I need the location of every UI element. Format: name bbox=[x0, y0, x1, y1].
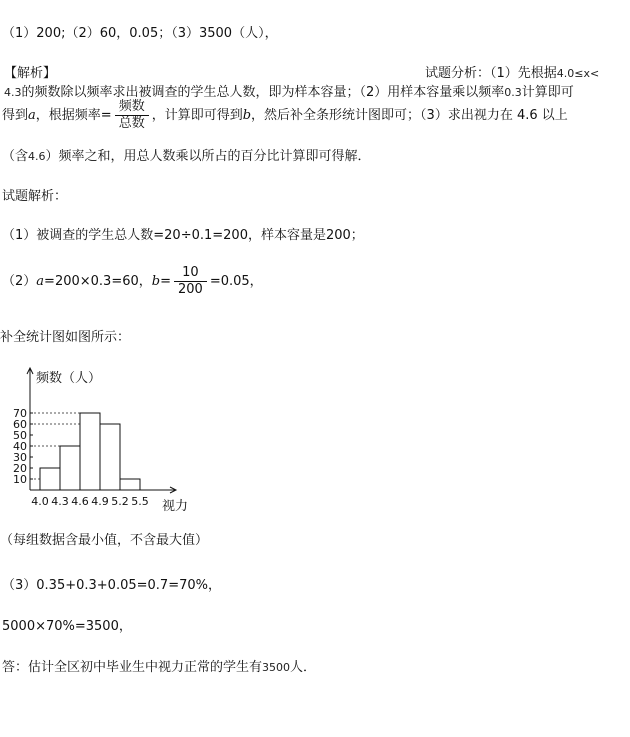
x-tick-label-4.3: 4.3 bbox=[51, 495, 69, 508]
analysis-line1-text: 试题分析：（1）先根据 bbox=[425, 66, 557, 81]
analysis-line4 bbox=[2, 145, 371, 164]
solution-part2-calc-a: =200×0.3=60， bbox=[44, 274, 152, 289]
x-tick-label-4.6: 4.6 bbox=[71, 495, 89, 508]
fraction-frequency bbox=[115, 100, 149, 131]
solution-part3-calc: 5000×70%=3500， bbox=[2, 619, 132, 634]
figure-caption: 补全统计图如图所示： bbox=[0, 330, 131, 345]
solution-part2-equals: = bbox=[160, 274, 171, 289]
fraction-denominator: 200 bbox=[178, 282, 203, 297]
analysis-frequency-value: 0.3 bbox=[504, 86, 522, 99]
fraction-numerator: 频数 bbox=[115, 100, 149, 116]
final-answer bbox=[2, 656, 316, 675]
y-tick-label-70: 70 bbox=[13, 407, 27, 420]
analysis-line3-mid: ，计算即可得到 bbox=[151, 108, 243, 123]
analysis-line3 bbox=[2, 100, 568, 131]
analysis-frequency-formula: ，根据频率= bbox=[35, 108, 112, 123]
y-axis-label: 频数（人） bbox=[36, 371, 102, 386]
fraction-numerator: 10 bbox=[174, 266, 207, 282]
x-tick-label-5.5: 5.5 bbox=[131, 495, 149, 508]
fraction-b-value bbox=[174, 266, 207, 297]
variable-b: b bbox=[151, 274, 161, 289]
solution-part2-label: （2） bbox=[2, 274, 37, 289]
analysis-heading: 【解析】 bbox=[4, 66, 57, 81]
chart-layer bbox=[13, 368, 188, 514]
analysis-line2-text: 的频数除以频率求出被调查的学生总人数，即为样本容量；（2）用样本容量乘以频率 bbox=[21, 85, 505, 100]
y-tick-label-20: 20 bbox=[13, 462, 27, 475]
y-tick-label-30: 30 bbox=[13, 451, 27, 464]
analysis-range-start: 4.0≤x< bbox=[556, 67, 600, 80]
variable-b: b bbox=[242, 108, 252, 123]
bar-5.2-5.5 bbox=[120, 479, 140, 490]
x-tick-label-4.0: 4.0 bbox=[31, 495, 49, 508]
analysis-threshold-value: 4.6 bbox=[28, 150, 46, 163]
answer-summary: （1）200;（2）60，0.05；（3）3500（人）， bbox=[2, 26, 278, 41]
analysis-line2-tail: 计算即可 bbox=[521, 85, 574, 100]
analysis-line4-open: （含 bbox=[2, 149, 29, 164]
analysis-line1-right bbox=[425, 62, 599, 81]
analysis-line3-tail: ，然后补全条形统计图即可；（3）求出视力在 4.6 以上 bbox=[251, 108, 568, 123]
final-answer-unit: 人． bbox=[290, 660, 317, 675]
analysis-line3-text: 得到 bbox=[2, 108, 29, 123]
chart-note: （每组数据含最小值，不含最大值） bbox=[0, 533, 209, 548]
fraction-denominator: 总数 bbox=[118, 116, 145, 131]
analysis-line4-text: ）频率之和，用总人数乘以所占的百分比计算即可得解． bbox=[45, 149, 371, 164]
solution-title: 试题解析： bbox=[2, 189, 68, 204]
bar-4.3-4.6 bbox=[60, 446, 80, 490]
x-tick-label-5.2: 5.2 bbox=[111, 495, 129, 508]
solution-part2-result: =0.05， bbox=[209, 274, 263, 289]
y-tick-label-40: 40 bbox=[13, 440, 27, 453]
bar-4.6-4.9 bbox=[80, 413, 100, 490]
histogram-chart bbox=[0, 358, 230, 524]
final-answer-text: 答：估计全区初中毕业生中视力正常的学生有 bbox=[2, 660, 263, 675]
solution-part2 bbox=[2, 266, 263, 297]
x-axis-label: 视力 bbox=[162, 499, 189, 514]
analysis-range-end: 4.3 bbox=[4, 86, 22, 99]
y-tick-label-60: 60 bbox=[13, 418, 27, 431]
x-tick-label-4.9: 4.9 bbox=[91, 495, 109, 508]
solution-part3: （3）0.35+0.3+0.05=0.7=70%， bbox=[2, 578, 221, 593]
variable-a: a bbox=[36, 274, 45, 289]
analysis-line2 bbox=[4, 81, 574, 100]
variable-a: a bbox=[28, 108, 36, 123]
bar-4.0-4.3 bbox=[40, 468, 60, 490]
solution-part1: （1）被调查的学生总人数=20÷0.1=200，样本容量是200； bbox=[2, 228, 364, 243]
bar-4.9-5.2 bbox=[100, 424, 120, 490]
y-tick-label-50: 50 bbox=[13, 429, 27, 442]
y-tick-label-10: 10 bbox=[13, 473, 27, 486]
final-answer-number: 3500 bbox=[262, 661, 291, 674]
